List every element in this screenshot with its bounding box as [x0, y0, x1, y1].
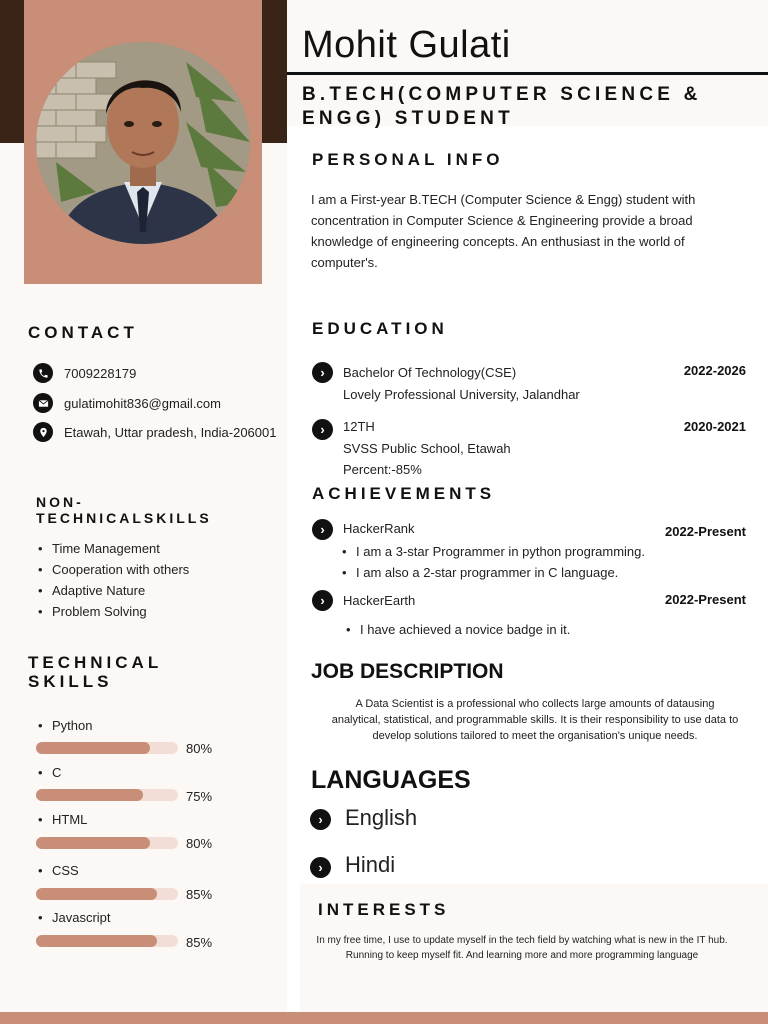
arrow-right-icon: ›	[310, 857, 331, 878]
person-name: Mohit Gulati	[302, 24, 511, 66]
skill-bar-track	[36, 935, 178, 947]
contact-address: Etawah, Uttar pradesh, India-206001	[64, 424, 277, 440]
contact-address-row	[33, 421, 276, 443]
skill-name: • C	[36, 765, 61, 780]
arrow-right-icon: ›	[310, 809, 331, 830]
interests-heading: INTERESTS	[318, 900, 450, 919]
name-underline	[287, 72, 768, 75]
achievement-points	[340, 541, 645, 583]
technical-heading	[28, 653, 162, 691]
skill-bar-fill	[36, 888, 157, 900]
achievement-year: 2022-Present	[665, 524, 746, 539]
technical-heading-line2: SKILLS	[28, 672, 113, 691]
job-description-heading: JOB DESCRIPTION	[311, 660, 504, 683]
skill-percent: 85%	[186, 887, 213, 902]
list-item: • Time Management	[36, 538, 189, 559]
skill-percent: 75%	[186, 789, 213, 804]
contact-email-row	[33, 392, 221, 414]
skill-percent: 80%	[186, 836, 213, 851]
skill-name: • HTML	[36, 812, 87, 827]
arrow-right-icon: ›	[312, 519, 333, 540]
arrow-right-icon: ›	[312, 590, 333, 611]
achievement-name: HackerRank	[343, 521, 415, 536]
location-pin-icon	[33, 422, 53, 442]
non-technical-heading-line1: NON-	[36, 494, 84, 510]
arrow-right-icon: ›	[312, 362, 333, 383]
list-item: • I am also a 2-star programmer in C language.	[340, 562, 645, 583]
skill-name: • Python	[36, 718, 92, 733]
arrow-right-icon: ›	[312, 419, 333, 440]
non-technical-list	[36, 538, 189, 622]
education-year: 2022-2026	[683, 363, 746, 378]
list-item: • Cooperation with others	[36, 559, 189, 580]
list-item: • I am a 3-star Programmer in python programming.	[340, 541, 645, 562]
contact-heading: CONTACT	[28, 323, 138, 342]
skill-name: • CSS	[36, 863, 79, 878]
education-degree: Bachelor Of Technology(CSE)	[343, 365, 517, 380]
list-item: • Adaptive Nature	[36, 580, 189, 601]
achievement-year: 2022-Present	[665, 592, 746, 607]
skill-bar-fill	[36, 789, 143, 801]
contact-phone-row	[33, 362, 136, 384]
profile-photo-illustration	[36, 42, 250, 244]
education-year: 2020-2021	[683, 419, 746, 434]
skill-bar-track	[36, 742, 178, 754]
profile-photo	[36, 42, 250, 244]
skill-bar-track	[36, 837, 178, 849]
interests-text: In my free time, I use to update myself in the tech field by watching what is new in the IT hub. Running to keep myself fit. And learning more and more programming language	[316, 935, 728, 961]
skill-bar-fill	[36, 837, 150, 849]
languages-heading: LANGUAGES	[311, 766, 471, 794]
language-item: English	[345, 805, 418, 830]
phone-icon	[33, 363, 53, 383]
education-school: SVSS Public School, Etawah	[343, 441, 511, 456]
language-item: Hindi	[345, 852, 396, 877]
education-school: Lovely Professional University, Jalandhar	[343, 387, 580, 402]
personal-info-text: I am a First-year B.TECH (Computer Science & Engg) student with concentration in Computer Science & Engineering provide a broad knowledge of engineering concepts. An enthusiast in the world of computer's.	[311, 192, 696, 270]
job-description-text: A Data Scientist is a professional who collects large amounts of datausing analytical, statistical, and programmable skills. It is their responsibility to use data to develop solutions tailored to meet the organisation's unique needs.	[331, 698, 739, 742]
non-technical-heading	[36, 494, 212, 526]
skill-percent: 80%	[186, 741, 213, 756]
job-subtitle: B.TECH(COMPUTER SCIENCE & ENGG) STUDENT	[302, 84, 702, 129]
education-degree: 12TH	[343, 419, 375, 434]
skill-name: • Javascript	[36, 910, 111, 925]
list-item: • Problem Solving	[36, 601, 189, 622]
technical-heading-line1: TECHNICAL	[28, 653, 163, 672]
achievement-points	[344, 619, 570, 640]
skill-percent: 85%	[186, 935, 213, 950]
achievement-name: HackerEarth	[343, 593, 416, 608]
contact-phone[interactable]: 7009228179	[64, 365, 137, 381]
personal-info-heading: PERSONAL INFO	[312, 150, 504, 169]
list-item: • I have achieved a novice badge in it.	[344, 619, 570, 640]
achievements-heading: ACHIEVEMENTS	[312, 484, 496, 503]
education-percent: Percent:-85%	[343, 462, 422, 477]
skill-bar-track	[36, 888, 178, 900]
bottom-bar	[0, 1012, 768, 1024]
skill-bar-fill	[36, 742, 150, 754]
email-icon	[33, 393, 53, 413]
education-heading: EDUCATION	[312, 319, 448, 338]
contact-email[interactable]: gulatimohit836@gmail.com	[64, 395, 221, 411]
skill-bar-fill	[36, 935, 157, 947]
non-technical-heading-line2: TECHNICALSKILLS	[36, 510, 212, 526]
skill-bar-track	[36, 789, 178, 801]
